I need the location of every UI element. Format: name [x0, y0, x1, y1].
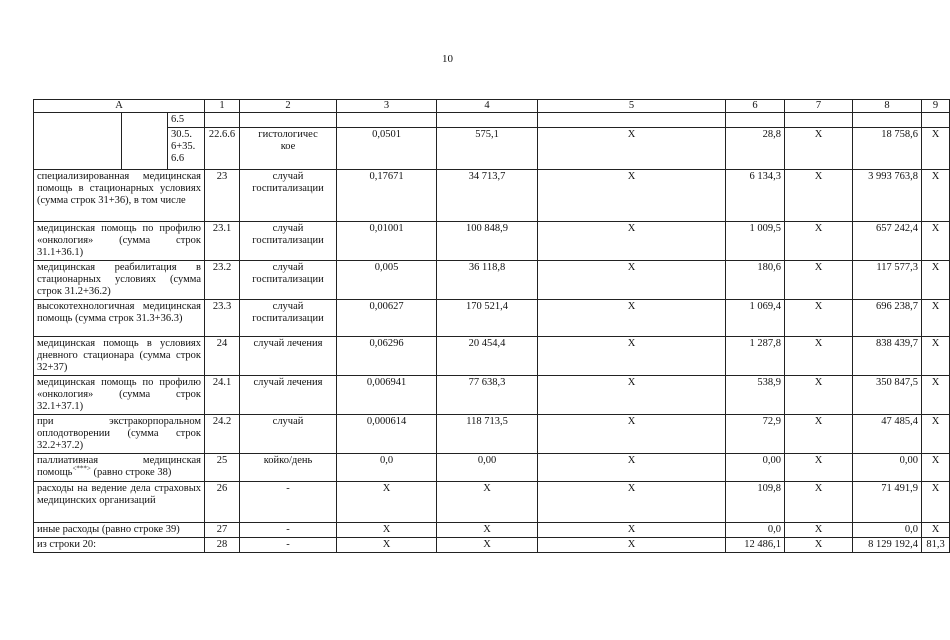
- col-header-a: А: [34, 100, 205, 113]
- value-col8: 117 577,3: [853, 261, 922, 300]
- value-col9: X: [922, 128, 950, 170]
- fragment-empty-cell: [122, 113, 168, 170]
- row-label: медицинская помощь по профилю «онкология» (сумма строк 31.1+36.1): [34, 222, 205, 261]
- value-col9: X: [922, 337, 950, 376]
- value-col8: 3 993 763,8: [853, 170, 922, 222]
- value-col7: X: [785, 482, 853, 523]
- value-col5: X: [538, 337, 726, 376]
- table-row: [34, 415, 950, 454]
- value-col4: 0,00: [437, 454, 538, 482]
- row-number: 24.1: [205, 376, 240, 415]
- col-header-6: 6: [726, 100, 785, 113]
- value-col6: 1 069,4: [726, 300, 785, 337]
- value-col5: X: [538, 454, 726, 482]
- unit-cell: случай госпитализации: [240, 170, 337, 222]
- table-row: [34, 482, 950, 523]
- unit-cell: гистологичес кое: [240, 128, 337, 170]
- unit-cell: -: [240, 538, 337, 553]
- table-row: [34, 523, 950, 538]
- value-col3: 0,00627: [337, 300, 437, 337]
- row-label: из строки 20:: [34, 538, 205, 553]
- row-label-text: паллиативная медицинская помощь: [37, 455, 202, 478]
- value-col8: 696 238,7: [853, 300, 922, 337]
- value-col6: 0,0: [726, 523, 785, 538]
- unit-cell: случай: [240, 415, 337, 454]
- table-row: [34, 222, 950, 261]
- fragment-empty-cell: [240, 113, 337, 128]
- fragment-empty-cell: [34, 113, 122, 170]
- value-col8: 657 242,4: [853, 222, 922, 261]
- value-col9: X: [922, 454, 950, 482]
- col-header-4: 4: [437, 100, 538, 113]
- row-label: высокотехнологичная медицинская помощь (сумма строк 31.3+36.3): [34, 300, 205, 337]
- value-col9: X: [922, 222, 950, 261]
- value-col9: X: [922, 482, 950, 523]
- value-col6: 28,8: [726, 128, 785, 170]
- value-col3: 0,06296: [337, 337, 437, 376]
- data-table: [33, 99, 950, 553]
- col-header-1: 1: [205, 100, 240, 113]
- row-number: 23.1: [205, 222, 240, 261]
- value-col9: X: [922, 300, 950, 337]
- table-row: [34, 376, 950, 415]
- value-col5: X: [538, 376, 726, 415]
- value-col4: X: [437, 482, 538, 523]
- row-number: 24: [205, 337, 240, 376]
- fragment-empty-cell: [538, 113, 726, 128]
- value-col9: X: [922, 415, 950, 454]
- value-col5: X: [538, 128, 726, 170]
- value-col8: 838 439,7: [853, 337, 922, 376]
- value-col3: 0,01001: [337, 222, 437, 261]
- value-col8: 350 847,5: [853, 376, 922, 415]
- value-col4: 36 118,8: [437, 261, 538, 300]
- fragment-empty-cell: [205, 113, 240, 128]
- row-label: медицинская помощь по профилю «онкология» (сумма строк 32.1+37.1): [34, 376, 205, 415]
- table-row: [34, 454, 950, 482]
- value-col8: 0,00: [853, 454, 922, 482]
- unit-cell: случай госпитализации: [240, 261, 337, 300]
- value-col5: X: [538, 482, 726, 523]
- table-row-fragment-top: [34, 113, 950, 128]
- value-col6: 1 287,8: [726, 337, 785, 376]
- row-number: 24.2: [205, 415, 240, 454]
- row-number: 22.6.6: [205, 128, 240, 170]
- footnote-marker: <***>: [72, 464, 91, 473]
- value-col3: X: [337, 482, 437, 523]
- header-row: [34, 100, 950, 113]
- value-col7: X: [785, 538, 853, 553]
- col-header-9: 9: [922, 100, 950, 113]
- value-col7: X: [785, 415, 853, 454]
- value-col3: X: [337, 538, 437, 553]
- unit-cell: -: [240, 482, 337, 523]
- value-col3: X: [337, 523, 437, 538]
- value-col4: 170 521,4: [437, 300, 538, 337]
- value-col8: 71 491,9: [853, 482, 922, 523]
- value-col5: X: [538, 261, 726, 300]
- value-col6: 1 009,5: [726, 222, 785, 261]
- value-col7: X: [785, 170, 853, 222]
- row-label: при экстракорпоральном оплодотворении (сумма строк 32.2+37.2): [34, 415, 205, 454]
- value-col9: X: [922, 261, 950, 300]
- value-col6: 72,9: [726, 415, 785, 454]
- value-col4: 34 713,7: [437, 170, 538, 222]
- row-label-tail: (равно строке 38): [90, 467, 172, 478]
- value-col3: 0,006941: [337, 376, 437, 415]
- row-number: 26: [205, 482, 240, 523]
- table-row: [34, 300, 950, 337]
- row-number: 23: [205, 170, 240, 222]
- value-col8: 0,0: [853, 523, 922, 538]
- value-col6: 180,6: [726, 261, 785, 300]
- row-label: [34, 454, 205, 482]
- value-col7: X: [785, 523, 853, 538]
- fragment-empty-cell: [337, 113, 437, 128]
- row-number: 23.3: [205, 300, 240, 337]
- value-col9: X: [922, 523, 950, 538]
- value-col5: X: [538, 415, 726, 454]
- value-col5: X: [538, 222, 726, 261]
- fragment-empty-cell: [726, 113, 785, 128]
- value-col4: X: [437, 538, 538, 553]
- unit-cell: случай госпитализации: [240, 300, 337, 337]
- row-number: 27: [205, 523, 240, 538]
- value-col7: X: [785, 222, 853, 261]
- value-col4: 77 638,3: [437, 376, 538, 415]
- unit-cell: случай лечения: [240, 337, 337, 376]
- row-number: 25: [205, 454, 240, 482]
- value-col7: X: [785, 261, 853, 300]
- value-col3: 0,0: [337, 454, 437, 482]
- row-label: медицинская реабилитация в стационарных условиях (сумма строк 31.2+36.2): [34, 261, 205, 300]
- col-header-3: 3: [337, 100, 437, 113]
- table-row: [34, 261, 950, 300]
- value-col3: 0,000614: [337, 415, 437, 454]
- value-col5: X: [538, 523, 726, 538]
- value-col6: 538,9: [726, 376, 785, 415]
- fragment-empty-cell: [437, 113, 538, 128]
- value-col6: 6 134,3: [726, 170, 785, 222]
- fragment-empty-cell: [922, 113, 950, 128]
- value-col4: 575,1: [437, 128, 538, 170]
- value-col8: 8 129 192,4: [853, 538, 922, 553]
- row-label: иные расходы (равно строке 39): [34, 523, 205, 538]
- value-col5: X: [538, 300, 726, 337]
- fragment-sub-a-1: 6.5: [168, 113, 205, 128]
- col-header-2: 2: [240, 100, 337, 113]
- value-col7: X: [785, 376, 853, 415]
- value-col5: X: [538, 170, 726, 222]
- row-label: специализированная медицинская помощь в стационарных условиях (сумма строк 31+36), в том числе: [34, 170, 205, 222]
- value-col5: X: [538, 538, 726, 553]
- table-row-fragment: [34, 128, 950, 170]
- value-col8: 47 485,4: [853, 415, 922, 454]
- row-number: 23.2: [205, 261, 240, 300]
- col-header-8: 8: [853, 100, 922, 113]
- unit-cell: койко/день: [240, 454, 337, 482]
- value-col3: 0,0501: [337, 128, 437, 170]
- value-col6: 109,8: [726, 482, 785, 523]
- row-label: медицинская помощь в условиях дневного стационара (сумма строк 32+37): [34, 337, 205, 376]
- unit-cell: случай госпитализации: [240, 222, 337, 261]
- value-col6: 12 486,1: [726, 538, 785, 553]
- value-col4: 20 454,4: [437, 337, 538, 376]
- page-number: 10: [442, 53, 453, 65]
- table-row: [34, 170, 950, 222]
- table-row: [34, 538, 950, 553]
- col-header-7: 7: [785, 100, 853, 113]
- value-col9: 81,3: [922, 538, 950, 553]
- value-col3: 0,005: [337, 261, 437, 300]
- value-col9: X: [922, 170, 950, 222]
- fragment-sub-a-2: 30.5. 6+35. 6.6: [168, 128, 205, 170]
- unit-cell: -: [240, 523, 337, 538]
- fragment-empty-cell: [853, 113, 922, 128]
- value-col4: 100 848,9: [437, 222, 538, 261]
- value-col7: X: [785, 454, 853, 482]
- value-col4: X: [437, 523, 538, 538]
- value-col4: 118 713,5: [437, 415, 538, 454]
- value-col7: X: [785, 337, 853, 376]
- col-header-5: 5: [538, 100, 726, 113]
- value-col7: X: [785, 128, 853, 170]
- value-col7: X: [785, 300, 853, 337]
- value-col9: X: [922, 376, 950, 415]
- unit-cell: случай лечения: [240, 376, 337, 415]
- row-label: расходы на ведение дела страховых медицинских организаций: [34, 482, 205, 523]
- value-col8: 18 758,6: [853, 128, 922, 170]
- value-col3: 0,17671: [337, 170, 437, 222]
- table-row: [34, 337, 950, 376]
- row-number: 28: [205, 538, 240, 553]
- fragment-empty-cell: [785, 113, 853, 128]
- value-col6: 0,00: [726, 454, 785, 482]
